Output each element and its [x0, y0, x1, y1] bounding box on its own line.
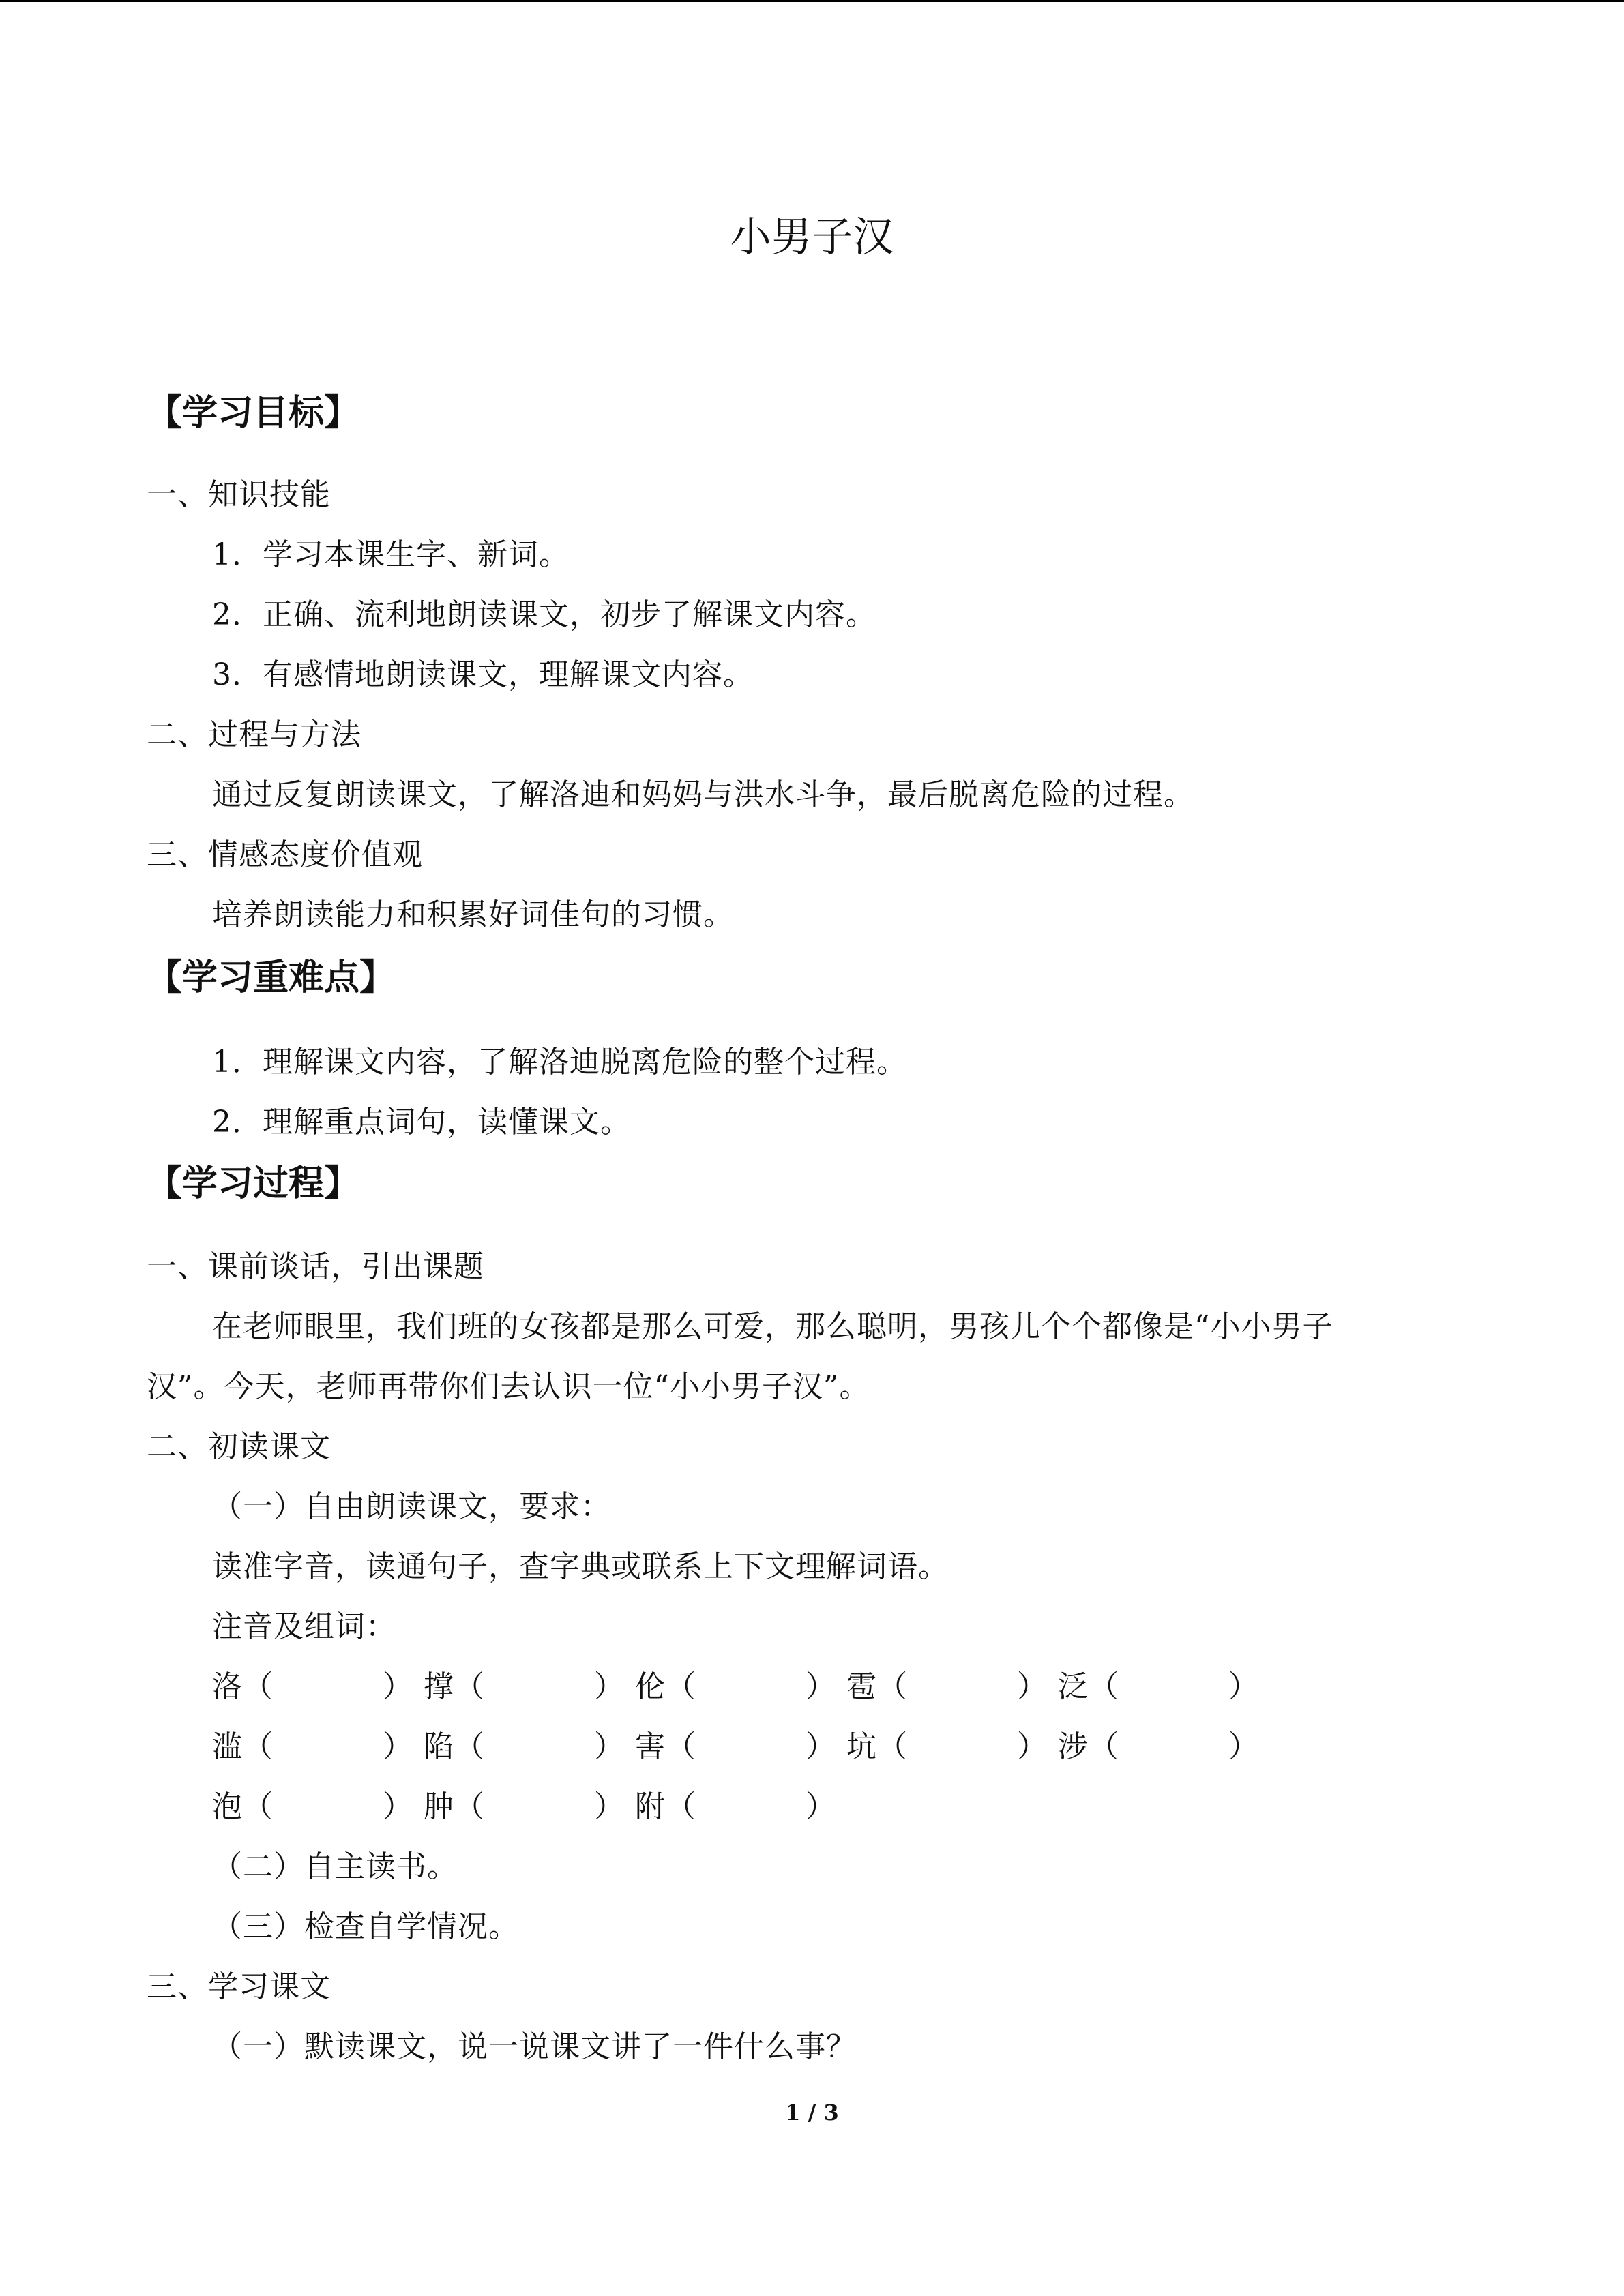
emotion-text: 培养朗读能力和积累好词佳句的习惯。 [212, 897, 734, 932]
first-read-step: （二）自主读书。 [212, 1849, 458, 1884]
subsection-emotion: 三、情感态度价值观 [147, 837, 423, 872]
study-step: （一）默读课文，说一说课文讲了一件什么事？ [212, 2029, 857, 2064]
step-study-label: 三、学习课文 [147, 1969, 331, 2004]
fill-in-item: 附（ ） [635, 1789, 836, 1824]
key-point-item: 2．理解重点词句，读懂课文。 [212, 1105, 631, 1139]
fill-in-item: 坑（ ） [846, 1729, 1048, 1764]
fill-in-item: 滥（ ） [212, 1729, 413, 1764]
intro-paragraph-line: 汉”。今天，老师再带你们去认识一位“小小男子汉”。 [147, 1369, 870, 1404]
knowledge-item: 1．学习本课生字、新词。 [212, 537, 570, 572]
subsection-process-method: 二、过程与方法 [147, 717, 361, 752]
subsection-knowledge: 一、知识技能 [147, 477, 331, 512]
fill-in-item: 伦（ ） [635, 1669, 836, 1704]
first-read-requirement: 读准字音，读通句子，查字典或联系上下文理解词语。 [212, 1549, 949, 1584]
section-heading-process: 【学习过程】 [147, 1163, 360, 1204]
fill-in-item: 雹（ ） [846, 1669, 1048, 1704]
fill-in-item: 肿（ ） [424, 1789, 625, 1824]
fill-in-item: 害（ ） [635, 1729, 836, 1764]
fill-in-item: 泡（ ） [212, 1789, 413, 1824]
process-method-text: 通过反复朗读课文，了解洛迪和妈妈与洪水斗争，最后脱离危险的过程。 [212, 777, 1194, 812]
fill-in-item: 涉（ ） [1058, 1729, 1259, 1764]
first-read-step: （一）自由朗读课文，要求： [212, 1489, 611, 1524]
intro-paragraph-line: 在老师眼里，我们班的女孩都是那么可爱，那么聪明，男孩儿个个都像是“小小男子 [212, 1309, 1333, 1344]
document-title: 小男子汉 [730, 213, 894, 261]
section-heading-key-points: 【学习重难点】 [147, 957, 396, 998]
page-number: 1 / 3 [785, 2100, 839, 2126]
fill-in-item: 泛（ ） [1058, 1669, 1259, 1704]
knowledge-item: 2．正确、流利地朗读课文，初步了解课文内容。 [212, 597, 876, 632]
first-read-step: （三）检查自学情况。 [212, 1909, 519, 1944]
fill-in-item: 洛（ ） [212, 1669, 413, 1704]
knowledge-item: 3．有感情地朗读课文，理解课文内容。 [212, 657, 754, 692]
section-heading-goals: 【学习目标】 [147, 392, 360, 434]
phonetic-label: 注音及组词： [212, 1609, 396, 1644]
step-first-read-label: 二、初读课文 [147, 1429, 331, 1464]
step-intro-label: 一、课前谈话，引出课题 [147, 1249, 484, 1284]
fill-in-item: 撑（ ） [424, 1669, 625, 1704]
key-point-item: 1．理解课文内容，了解洛迪脱离危险的整个过程。 [212, 1045, 907, 1079]
fill-in-item: 陷（ ） [424, 1729, 625, 1764]
